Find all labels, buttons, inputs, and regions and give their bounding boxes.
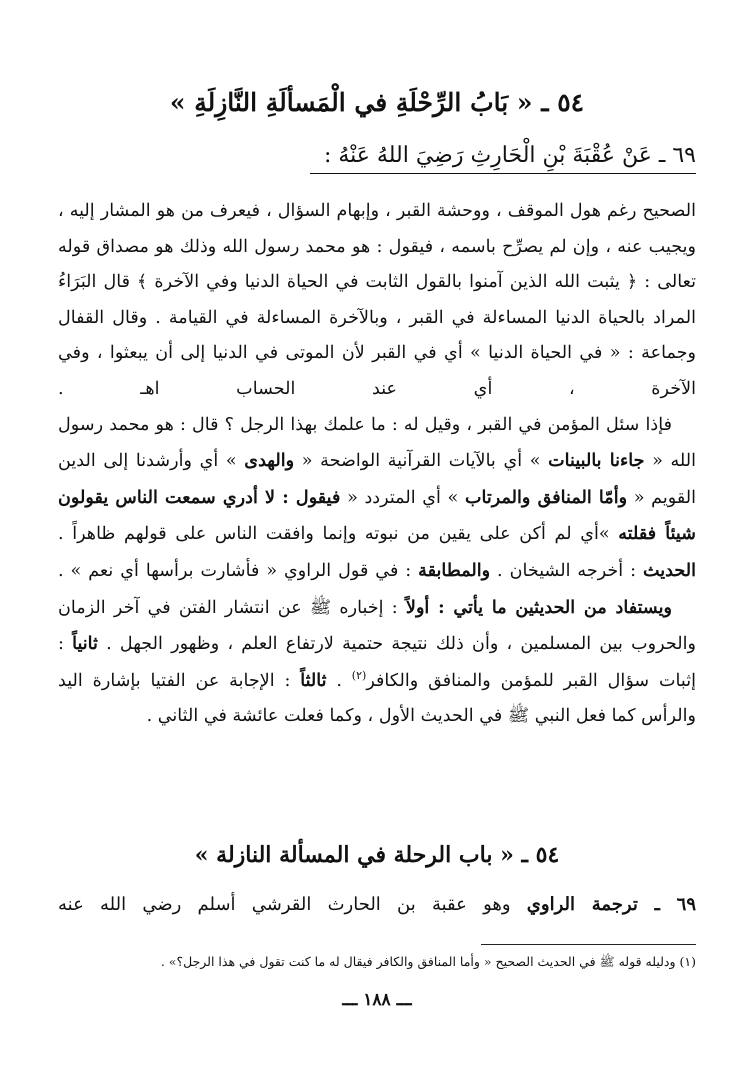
footnote: (١) ودليله قوله ﷺ في الحديث الصحيح « وأما المنافق والكافر فيقال له ما كنت تقول في هذا الرجل؟» . [160, 954, 696, 969]
bio-text: وهو عقبة بن الحارث القرشي أسلم رضي الله عنه [58, 894, 527, 915]
bold-phrase: وأمّا المنافق والمرتاب [464, 486, 628, 508]
hadith-heading: ٦٩ ـ عَنْ عُقْبَةَ بْنِ الْحَارِثِ رَضِيَ اللهُ عَنْهُ : [310, 143, 696, 174]
bold-phrase: ثانياً [72, 633, 98, 655]
text-span: : إخباره ﷺ عن انتشار الفتن في آخر الزمان والحروب بين المسلمين ، وأن ذلك نتيجة حتمية لارتفاع العلم ، وظهور الجهل . [58, 597, 696, 655]
paragraph-2 [58, 408, 696, 590]
bold-phrase: والهدى [244, 450, 295, 472]
bio-label: ٦٩ ـ ترجمة الراوي [526, 894, 696, 915]
commentary-text [58, 194, 696, 735]
text-span: : إثبات سؤال القبر للمؤمن والمنافق والكافر [58, 634, 696, 691]
chapter-heading: ٥٤ ـ « بَابُ الرِّحْلَةِ في الْمَسألَةِ النَّازِلَةِ » [169, 88, 585, 117]
paragraph-1: الصحيح رغم هول الموقف ، ووحشة القبر ، وإبهام السؤال ، فيعرف من هو المشار إليه ، ويجيب عنه ، وإن لم يصرِّح باسمه ، فيقول : هو محمد رسول الله وذلك هو مصداق قوله تعالى : ﴿ يثبت الله الذين آمنوا بالقول الثابت في الحياة الدنيا وفي الآخرة ﴾ قال البَرَاءُ المراد بالحياة الدنيا المساءلة في القبر ، وبالآخرة المساءلة في القيامة . وقال القفال وجماعة : « في الحياة الدنيا » أي في القبر لأن الموتى في الدنيا إلى أن يبعثوا ، وفي الآخرة ، أي عند الحساب اهـ . [58, 201, 696, 399]
text-span: : أخرجه الشيخان . [490, 560, 643, 581]
text-span: : الإجابة عن الفتيا بإشارة اليد والرأس كما فعل النبي ﷺ في الحديث الأول ، وكما فعلت عائشة في الثاني . [58, 670, 696, 727]
bold-phrase: ويستفاد من الحديثين ما يأتي : أولاً [405, 596, 672, 618]
text-span: » أي المتردد « [340, 487, 465, 508]
page-number: ـــ ١٨٨ ـــ [342, 990, 412, 1010]
text-span: » أي وأرشدنا إلى الدين القويم « [58, 451, 697, 508]
footnote-divider [481, 944, 696, 945]
footnote-marker: (٢) [351, 668, 367, 682]
text-span: » أي بالآيات القرآنية الواضحة « [294, 451, 549, 472]
paragraph-3 [58, 590, 696, 735]
text-span: : في قول الراوي « فأشارت برأسها أي نعم » . [58, 560, 419, 581]
narrator-biography [58, 894, 696, 915]
bold-phrase: الحديث [642, 559, 696, 581]
text-span: . [326, 670, 352, 691]
section-heading: ٥٤ ـ « باب الرحلة في المسألة النازلة » [194, 842, 560, 868]
bold-phrase: ثالثاً [300, 669, 327, 691]
bold-phrase: فيقول : لا أدري سمعت الناس يقولون شيئاً فقلته [58, 486, 696, 545]
text-span: فإذا سئل المؤمن في القبر ، وقيل له : ما علمك بهذا الرجل ؟ قال : هو محمد رسول الله « [58, 414, 696, 472]
bold-phrase: جاءنا بالبينات [548, 450, 645, 472]
book-page [58, 0, 696, 1092]
bold-phrase: والمطابقة [418, 559, 491, 581]
text-span: »أي لم أكن على يقين من نبوته وإنما وافقت الناس على قولهم ظاهراً . [58, 524, 619, 545]
